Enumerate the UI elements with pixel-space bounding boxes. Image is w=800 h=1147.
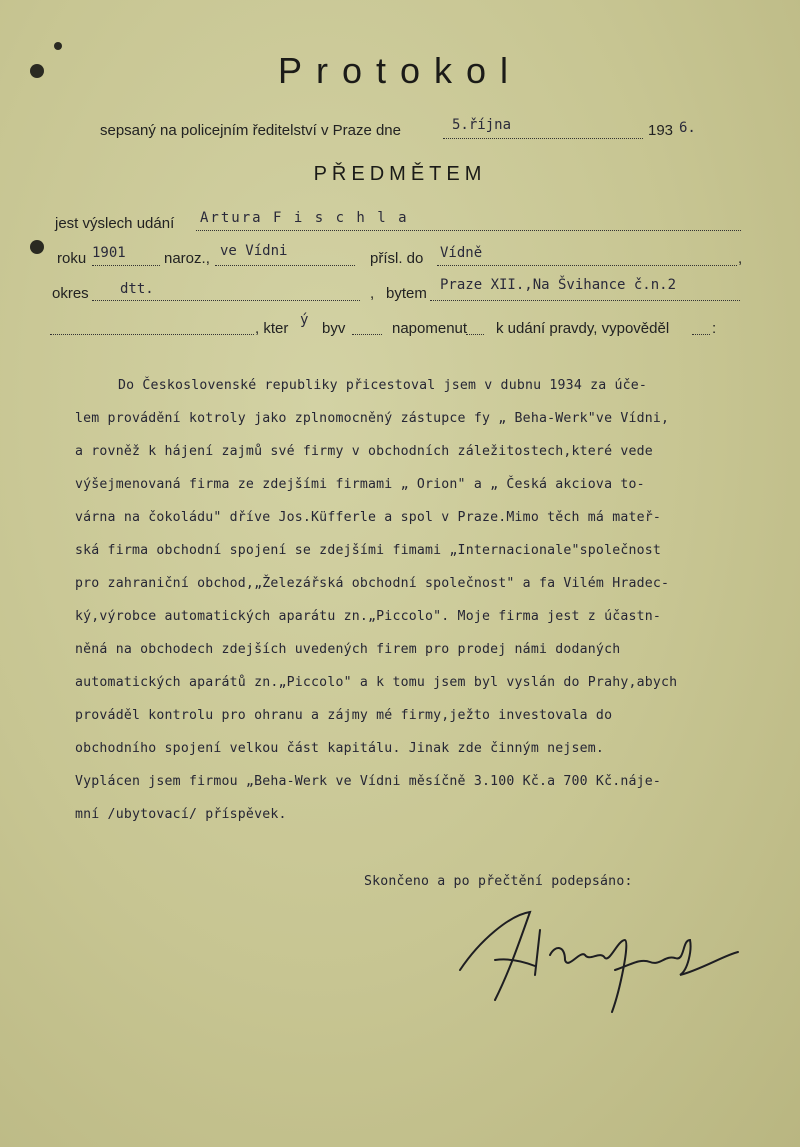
body-line: lem provádění kotroly jako zplnomocněný zástupce fy „ Beha-Werk"ve Vídni, <box>75 411 670 426</box>
name-dotted-line <box>196 230 741 231</box>
body-line: Do Československé republiky přicestoval jsem v dubnu 1934 za úče- <box>118 378 648 393</box>
prisl-dotted-line <box>437 265 737 266</box>
prisl-value: Vídně <box>440 245 483 261</box>
date-dotted-line <box>443 138 643 139</box>
body-line: a rovněž k hájení zajmů své firmy v obchodních záležitostech,které vede <box>75 444 653 459</box>
roku-label: roku <box>57 250 87 267</box>
okres-label: okres <box>52 285 89 302</box>
okres-dotted-line <box>92 300 360 301</box>
signature <box>440 900 740 1030</box>
bytem-dotted-line <box>430 300 740 301</box>
birth-year-dotted-line <box>92 265 160 266</box>
comma: , <box>738 250 743 267</box>
body-line: výšejmenovaná firma ze zdejšími firmami „ Orion" a „ Česká akciova to- <box>75 477 645 492</box>
kter-label: , kter <box>255 320 289 337</box>
punch-hole <box>54 42 62 50</box>
body-line: ký,výrobce automatických aparátu zn.„Piccolo". Moje firma jest z účastn- <box>75 609 662 624</box>
napomenut-label: napomenut <box>392 320 468 337</box>
subject-heading: PŘEDMĚTEM <box>313 163 487 185</box>
comma: , <box>370 285 375 302</box>
intro-text: sepsaný na policejním ředitelství v Praze dne <box>100 122 401 139</box>
body-line: ská firma obchodní spojení se zdejšími fimami „Internacionale"společnost <box>75 543 662 558</box>
year-suffix: 6. <box>679 120 696 136</box>
birth-year: 1901 <box>92 245 126 261</box>
birthplace-dotted-line <box>215 265 355 266</box>
interrogation-label: jest výslech udání <box>55 215 175 232</box>
body-line: něná na obchodech zdejších uvedených firem pro prodej námi dodaných <box>75 642 621 657</box>
body-line: automatických aparátů zn.„Piccolo" a k tomu jsem byl vyslán do Prahy,abych <box>75 675 678 690</box>
birthplace: ve Vídni <box>220 243 288 259</box>
name-value: Artura F i s c h l a <box>200 210 409 226</box>
bytem-value: Praze XII.,Na Švihance č.n.2 <box>440 277 677 293</box>
okres-value: dtt. <box>120 281 154 297</box>
body-line: obchodního spojení velkou část kapitálu. Jinak zde činným nejsem. <box>75 741 605 756</box>
end-dotted-line <box>692 334 710 335</box>
naroz-label: naroz., <box>164 250 210 267</box>
year-prefix: 193 <box>648 122 674 139</box>
byv-dotted-line <box>352 334 382 335</box>
kter-suffix: ý <box>300 312 309 328</box>
body-line: Vyplácen jsem firmou „Beha-Werk ve Vídni měsíčně 3.100 Kč.a 700 Kč.náje- <box>75 774 662 789</box>
body-line: prováděl kontrolu pro ohranu a zájmy mé firmy,ježto investovala do <box>75 708 613 723</box>
closing-text: Skončeno a po přečtění podepsáno: <box>364 874 633 889</box>
body-line: várna na čokoládu" dříve Jos.Küfferle a spol v Praze.Mimo těch má mateř- <box>75 510 662 525</box>
punch-hole <box>30 240 44 254</box>
document-title: Protokol <box>277 50 523 91</box>
blank-dotted-line <box>50 334 254 335</box>
body-line: mní /ubytovací/ příspěvek. <box>75 807 287 822</box>
date-value: 5.října <box>452 117 512 133</box>
body-line: pro zahraniční obchod,„Železářská obchodní společnost" a fa Vilém Hradec- <box>75 576 670 591</box>
instruction-text: k udání pravdy, vypověděl <box>496 320 670 337</box>
byv-label: byv <box>322 320 346 337</box>
colon: : <box>712 320 717 337</box>
prisl-label: přísl. do <box>370 250 424 267</box>
bytem-label: bytem <box>386 285 427 302</box>
napomenut-dotted-line <box>466 334 484 335</box>
